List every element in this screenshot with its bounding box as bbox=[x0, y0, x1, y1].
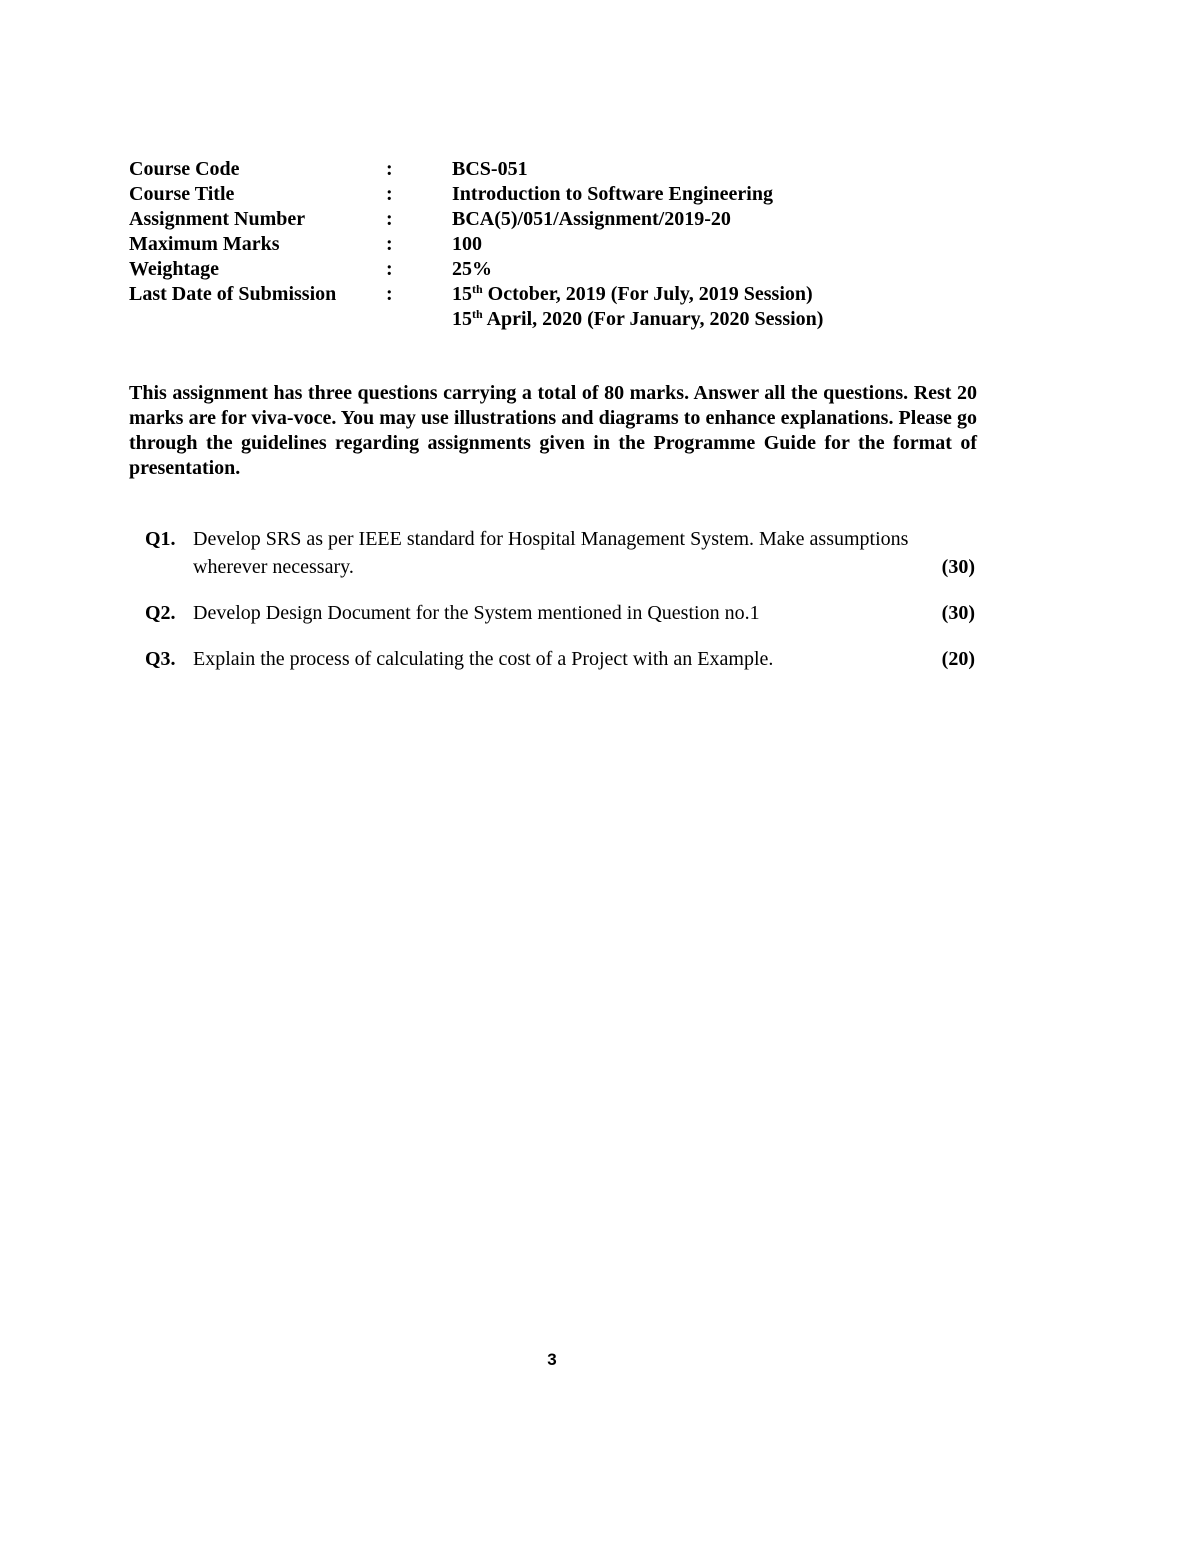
separator-colon: : bbox=[386, 208, 393, 230]
separator-colon: : bbox=[386, 158, 393, 180]
course-code-label: Course Code bbox=[129, 158, 240, 180]
date-day: 15 bbox=[452, 308, 472, 330]
date-day: 15 bbox=[452, 283, 472, 305]
question-number: Q2. bbox=[145, 602, 176, 624]
maximum-marks-label: Maximum Marks bbox=[129, 233, 280, 255]
question-text-line: wherever necessary. bbox=[193, 556, 354, 578]
question-text: Develop Design Document for the System mentioned in Question no.1 bbox=[193, 602, 760, 624]
question-text-row bbox=[193, 645, 975, 673]
course-title-value: Introduction to Software Engineering bbox=[452, 183, 773, 205]
question-number: Q1. bbox=[145, 528, 176, 550]
separator-colon: : bbox=[386, 233, 393, 255]
question-number: Q3. bbox=[145, 648, 176, 670]
weightage-label: Weightage bbox=[129, 258, 219, 280]
assignment-number-value: BCA(5)/051/Assignment/2019-20 bbox=[452, 208, 731, 230]
question-item bbox=[145, 645, 975, 673]
question-item bbox=[145, 599, 975, 627]
info-row-course-code bbox=[129, 157, 1009, 182]
assignment-number-label: Assignment Number bbox=[129, 208, 306, 230]
date-rest: April, 2020 (For January, 2020 Session) bbox=[482, 308, 824, 330]
submission-date-january-session bbox=[452, 307, 1009, 332]
question-list bbox=[145, 525, 975, 691]
last-date-label: Last Date of Submission bbox=[129, 283, 337, 305]
info-row-last-date bbox=[129, 282, 1009, 332]
last-date-values bbox=[452, 282, 1009, 332]
separator-colon: : bbox=[386, 183, 393, 205]
info-row-course-title bbox=[129, 182, 1009, 207]
question-body bbox=[193, 525, 975, 581]
info-row-weightage bbox=[129, 257, 1009, 282]
date-suffix: th bbox=[472, 282, 483, 296]
question-text-line: Develop SRS as per IEEE standard for Hospital Management System. Make assumptions bbox=[193, 528, 909, 550]
question-body bbox=[193, 645, 975, 673]
weightage-value: 25% bbox=[452, 258, 492, 280]
question-text-row bbox=[193, 553, 975, 581]
separator-colon: : bbox=[386, 258, 393, 280]
page-number: 3 bbox=[547, 1350, 557, 1369]
assignment-instructions: This assignment has three questions carrying a total of 80 marks. Answer all the questions. Rest 20 marks are for viva-voce. You may use illustrations and diagrams to enhance explanations. Please go through the guidelines regarding assignments given in the Programme Guide for the format of presentation. bbox=[129, 382, 977, 479]
date-rest: October, 2019 (For July, 2019 Session) bbox=[482, 283, 813, 305]
question-body bbox=[193, 599, 975, 627]
course-title-label: Course Title bbox=[129, 183, 235, 205]
question-marks: (30) bbox=[941, 556, 975, 578]
maximum-marks-value: 100 bbox=[452, 233, 482, 255]
separator-colon: : bbox=[386, 283, 393, 305]
question-text: Explain the process of calculating the cost of a Project with an Example. bbox=[193, 648, 774, 670]
question-item bbox=[145, 525, 975, 581]
assignment-info-table bbox=[129, 157, 1009, 332]
course-code-value: BCS-051 bbox=[452, 158, 528, 180]
info-row-assignment-number bbox=[129, 207, 1009, 232]
question-marks: (20) bbox=[941, 648, 975, 670]
date-suffix: th bbox=[472, 307, 483, 321]
info-row-maximum-marks bbox=[129, 232, 1009, 257]
question-text-row bbox=[193, 599, 975, 627]
submission-date-july-session bbox=[452, 282, 1009, 307]
question-marks: (30) bbox=[941, 602, 975, 624]
